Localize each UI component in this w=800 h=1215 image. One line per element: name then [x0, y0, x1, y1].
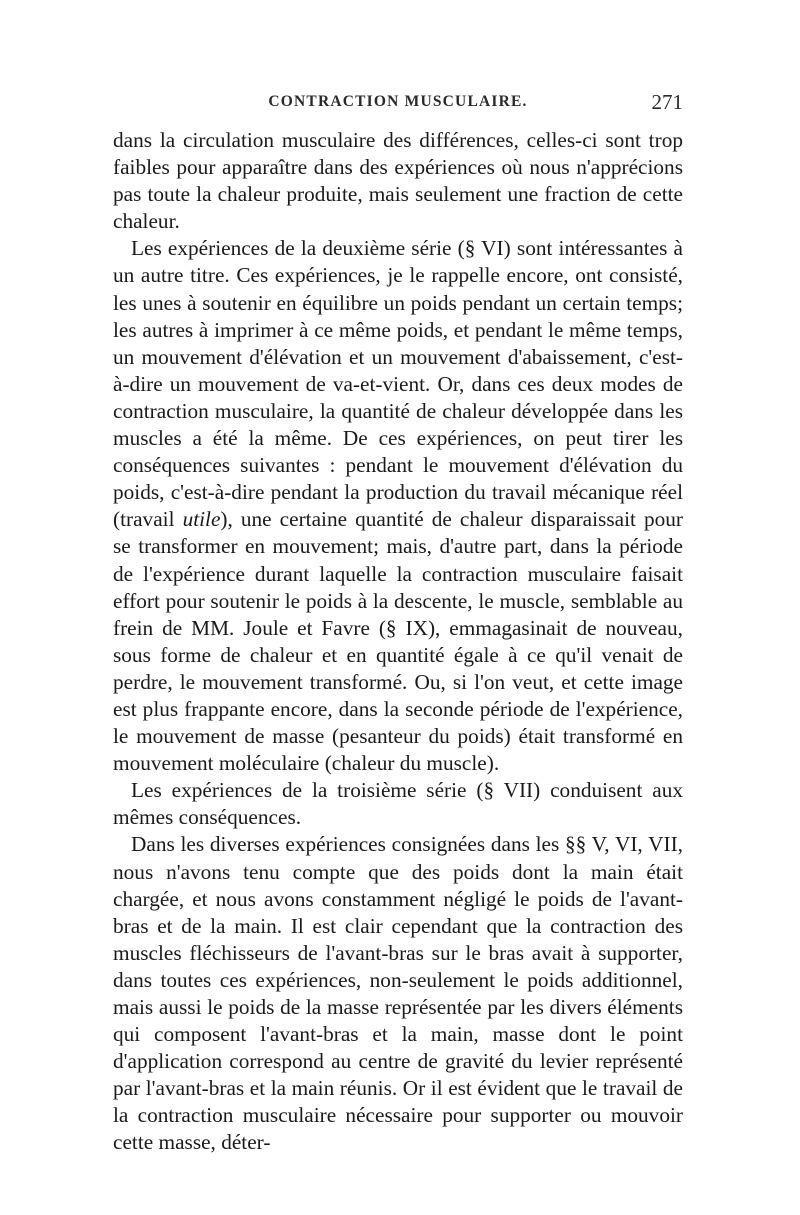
body-text: [113, 127, 683, 1157]
page-header: [113, 90, 683, 117]
paragraph-2-italic: utile: [182, 507, 221, 532]
paragraph-3: Les expériences de la troisième série (§ VII) conduisent aux mêmes conséquences.: [113, 778, 683, 830]
paragraph-2-text: Les expériences de la deuxième série (§ VI) sont intéressantes à un autre titre. Ces expériences, je le rappelle encore, ont consisté, les unes à soutenir en équilibre un poids pendant un certain temps; les autres à imprimer à ce même poids, et pendant le même temps, un mouvement d'élévation et un mouvement d'abaissement, c'est-à-dire un mouvement de va-et-vient. Or, dans ces deux modes de contraction musculaire, la quantité de chaleur développée dans les muscles a été la même. De ces expériences, on peut tirer les conséquences suivantes : pendant le mouvement d'élévation du poids, c'est-à-dire pendant la production du travail mécanique réel (travail: [113, 236, 683, 532]
paragraph-4: Dans les diverses expériences consignées dans les §§ V, VI, VII, nous n'avons tenu compte que des poids dont la main était chargée, et nous avons constamment négligé le poids de l'avant-bras et de la main. Il est clair cependant que la contraction des muscles fléchisseurs de l'avant-bras sur le bras avait à supporter, dans toutes ces expériences, non-seulement le poids additionnel, mais aussi le poids de la masse représentée par les divers éléments qui composent l'avant-bras et la main, masse dont le point d'application correspond au centre de gravité du levier représenté par l'avant-bras et la main réunis. Or il est évident que le travail de la contraction musculaire nécessaire pour supporter ou mouvoir cette masse, déter-: [113, 832, 683, 1155]
paragraph-2-text-after: ), une certaine quantité de chaleur disparaissait pour se transformer en mouvement; mais, d'autre part, dans la période de l'expérience durant laquelle la contraction musculaire faisait effort pour soutenir le poids à la descente, le muscle, semblable au frein de MM. Joule et Favre (§ IX), emmagasinait de nouveau, sous forme de chaleur et en quantité égale à ce qu'il venait de perdre, le mouvement transformé. Ou, si l'on veut, et cette image est plus frappante encore, dans la seconde période de l'expérience, le mouvement de masse (pesanteur du poids) était transformé en mouvement moléculaire (chaleur du muscle).: [113, 507, 683, 776]
running-head: CONTRACTION MUSCULAIRE.: [268, 93, 528, 110]
paragraph-1: dans la circulation musculaire des différences, celles-ci sont trop faibles pour apparaître dans des expériences où nous n'apprécions pas toute la chaleur produite, mais seulement une fraction de cette chaleur.: [113, 128, 683, 234]
paragraph-2: [113, 235, 683, 777]
page-number: 271: [651, 90, 683, 114]
